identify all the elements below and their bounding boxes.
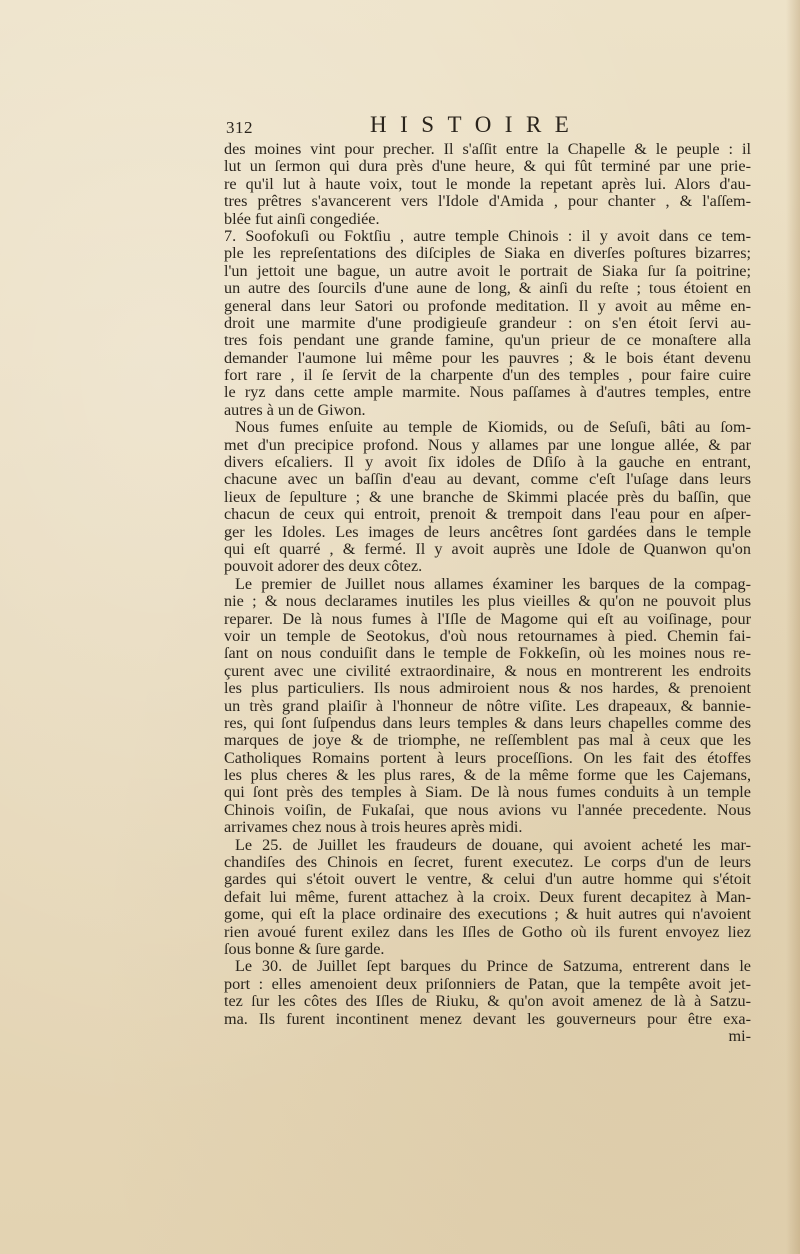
text-line: les plus particuliers. Ils nous admiroient nous & nos hardes, & prenoient — [224, 679, 751, 698]
text-line: droit une marmite d'une prodigieuſe grandeur : on s'en étoit ſervi au- — [224, 313, 751, 332]
text-line: tres fois pendant une grande famine, qu'un prieur de ce monaſtere alla — [224, 331, 751, 350]
text-line: un très grand plaiſir à l'honneur de nôtre viſite. Les drapeaux, & bannie- — [224, 696, 751, 715]
text-line: voir un temple de Seotokus, d'où nous retournames à pied. Chemin fai- — [224, 626, 751, 645]
text-line: port : elles amenoient deux priſonniers de Patan, que la tempête avoit jet- — [224, 974, 751, 993]
page-edge-shadow — [786, 0, 800, 1254]
text-line: ſant on nous conduiſit dans le temple de Fokkeſin, où les moines nous re- — [224, 644, 751, 663]
text-line: lieux de ſepulture ; & une branche de Skimmi placée près du baſſin, que — [224, 487, 751, 506]
text-line: autres à un de Giwon. — [224, 400, 366, 419]
text-line: met d'un precipice profond. Nous y allames par une longue allée, & par — [224, 435, 751, 454]
text-line: tres prêtres s'avancerent vers l'Idole d'Amida , pour chanter , & l'aſſem- — [224, 192, 751, 211]
text-line: arrivames chez nous à trois heures après midi. — [224, 818, 523, 837]
text-line: Chinois voiſin, de Fukaſai, que nous avions vu l'année precedente. Nous — [224, 800, 751, 819]
text-line: les plus cheres & les plus rares, & de la même forme que les Cajemans, — [224, 766, 751, 785]
text-line: Le 25. de Juillet les fraudeurs de douane, qui avoient acheté les mar- — [235, 835, 751, 854]
page-header — [226, 112, 751, 142]
text-line: Catholiques Romains portent à leurs proceſſions. On les fait des étoffes — [224, 748, 751, 767]
text-line: divers eſcaliers. Il y avoit ſix idoles de Dſiſo à la gauche en entrant, — [224, 453, 751, 472]
text-line: fort rare , il ſe ſervit de la charpente d'un des temples , pour faire cuire — [224, 366, 751, 385]
text-line: chacun de ceux qui entroit, prenoit & trempoit dans l'eau pour en aſper- — [224, 505, 751, 524]
page-number: 312 — [226, 118, 253, 137]
text-line: tez ſur les côtes des Iſles de Riuku, & qu'on avoit amenez de là à Satzu- — [224, 992, 751, 1011]
text-line: 7. Soofokuſi ou Foktſiu , autre temple Chinois : il y avoit dans ce tem- — [224, 226, 751, 245]
text-line: general dans leur Satori ou profonde meditation. Il y avoit au même en- — [224, 296, 751, 315]
text-line: lut un ſermon qui dura près d'une heure, & qui fût terminé par une prie- — [224, 157, 751, 176]
text-line: Nous fumes enſuite au temple de Kiomids, ou de Seſuſi, bâti au ſom- — [235, 418, 751, 437]
text-line: demander l'aumone lui même pour les pauvres ; & le bois étant devenu — [224, 348, 751, 367]
text-line: Le premier de Juillet nous allames éxaminer les barques de la compag- — [235, 574, 751, 593]
text-line: reparer. De là nous fumes à l'Iſle de Magome qui eſt au voiſinage, pour — [224, 609, 751, 628]
text-line: ple les repreſentations des diſciples de Siaka en diverſes poſtures bizarres; — [224, 244, 751, 263]
text-line: ſous bonne & ſure garde. — [224, 939, 385, 958]
text-line: marques de joye & de triomphe, ne reſſemblent pas mal à ceux que les — [224, 731, 751, 750]
text-line: blée fut ainſi congediée. — [224, 209, 380, 228]
text-line: pouvoit adorer des deux côtez. — [224, 557, 423, 576]
text-line: un autre des ſourcils d'une aune de long, & ainſi du reſte ; tous étoient en — [224, 279, 751, 298]
text-line: le ryz dans cette ample marmite. Nous paſſames à d'autres temples, entre — [224, 383, 751, 402]
running-title: HISTOIRE — [370, 112, 583, 137]
text-line: çurent avec une civilité extraordinaire, & nous en montrerent les endroits — [224, 661, 751, 680]
text-line: defait lui même, furent attachez à la croix. Deux furent decapitez à Man- — [224, 887, 751, 906]
text-line: res, qui ſont ſuſpendus dans leurs temples & dans leurs chapelles comme des — [224, 713, 751, 732]
text-line: des moines vint pour precher. Il s'aſſit entre la Chapelle & le peuple : il — [224, 140, 751, 158]
text-line: mi- — [728, 1026, 751, 1045]
text-line: ma. Ils furent incontinent menez devant les gouverneurs pour être exa- — [224, 1009, 751, 1028]
body-text — [224, 141, 751, 1045]
text-line: gardes qui s'étoit ouvert le ventre, & celui d'un autre homme qui s'étoit — [224, 870, 751, 889]
text-line: qui ſont près des temples à Siam. De là nous fumes conduits à un temple — [224, 783, 751, 802]
text-line: Le 30. de Juillet ſept barques du Prince de Satzuma, entrerent dans le — [235, 957, 751, 976]
text-line: l'un jettoit une bague, un autre avoit le portrait de Siaka ſur ſa poitrine; — [224, 261, 751, 280]
text-line: chandiſes des Chinois en ſecret, furent executez. Le corps d'un de leurs — [224, 853, 751, 872]
text-line: ger les Idoles. Les images de leurs ancêtres ſont gardées dans le temple — [224, 522, 751, 541]
text-line: qui eſt quarré , & fermé. Il y avoit auprès une Idole de Quanwon qu'on — [224, 539, 751, 558]
text-line: rien avoué furent exilez dans les Iſles de Gotho où ils furent envoyez liez — [224, 922, 751, 941]
text-line: chacune avec un baſſin d'eau au devant, comme c'eſt l'uſage dans leurs — [224, 470, 751, 489]
text-line: nie ; & nous declarames inutiles les plus vieilles & qu'on ne pouvoit plus — [224, 592, 751, 611]
text-line: gome, qui eſt la place ordinaire des executions ; & huit autres qui n'avoient — [224, 905, 751, 924]
text-line: re qu'il lut à haute voix, tout le monde la repetant après lui. Alors d'au- — [224, 174, 751, 193]
